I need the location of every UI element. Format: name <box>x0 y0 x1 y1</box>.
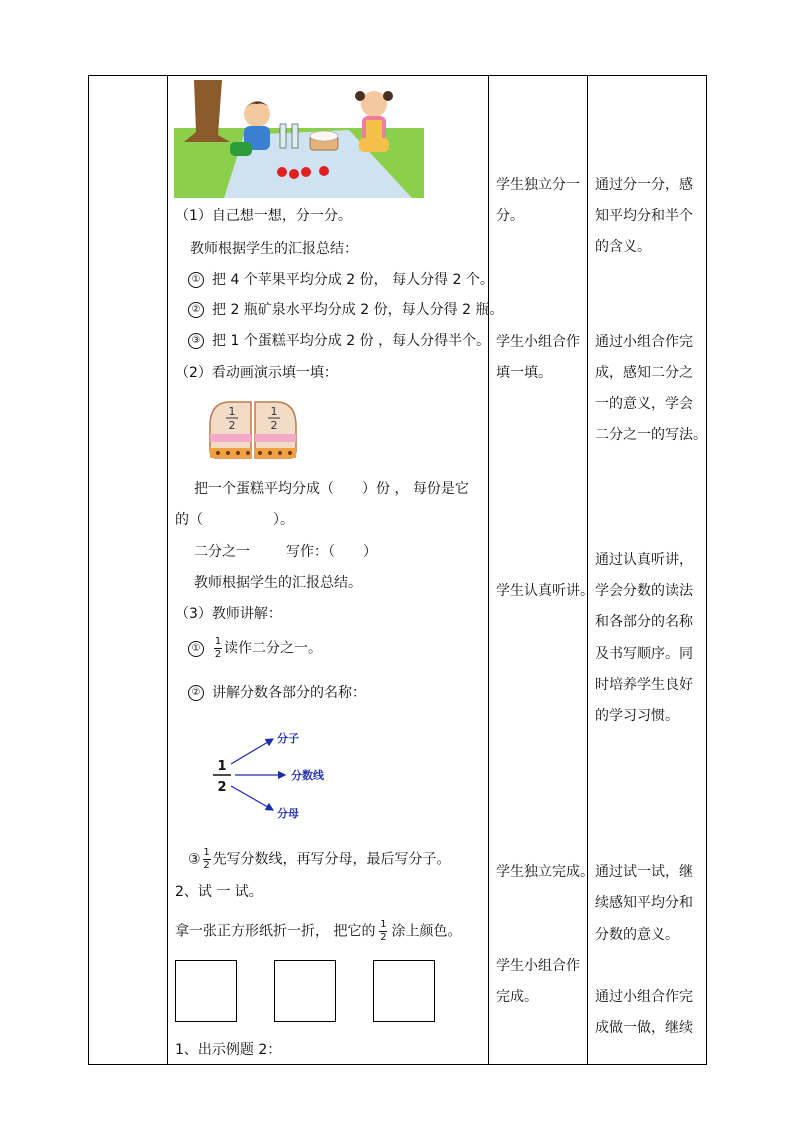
activity-1-line-1: 学生独立分一 <box>496 177 580 193</box>
intent-1-line-3: 的含义。 <box>595 239 651 255</box>
list-item-water <box>188 301 503 319</box>
paper-square-3 <box>373 960 435 1022</box>
try-instruction: 拿一张正方形纸折一折， 把它的 $\frac{1}{2}$ 涂上颜色。 <box>175 919 462 943</box>
intent-1-line-2: 知平均分和半个 <box>595 208 693 224</box>
intent-2-line-2: 成，感知二分之 <box>595 365 693 381</box>
cake-fraction-num-right: 1 <box>270 405 278 418</box>
intent-2-line-3: 一的意义，学会 <box>595 396 693 412</box>
intent-5-line-2: 成做一做，继续 <box>595 1020 693 1036</box>
number-marker: ③ <box>188 333 204 349</box>
example-2-heading: 1、出示例题 2： <box>175 1042 282 1058</box>
numerator-label: 分子 <box>277 732 299 745</box>
question-2: （2）看动画演示填一填： <box>175 365 338 381</box>
number-marker: ② <box>188 302 204 318</box>
list-item-text: 把 1 个蛋糕平均分成 2 份 ，每人分得半个。 <box>212 333 491 349</box>
paper-square-1 <box>175 960 237 1022</box>
denominator-label: 分母 <box>277 807 299 820</box>
explain-text: 读作二分之一。 <box>224 640 322 657</box>
fraction-line-label: 分数线 <box>291 769 324 782</box>
explain-text: 讲解分数各部分的名称： <box>212 685 366 701</box>
intent-3-line-3: 和各部分的名称 <box>595 614 693 630</box>
fraction-inline: $\frac{1}{2}$ <box>214 636 222 660</box>
list-item-cake <box>188 332 490 350</box>
list-item-apples <box>188 271 494 289</box>
intent-4-line-2: 续感知平均分和 <box>595 895 693 911</box>
teacher-summary-1: 教师根据学生的汇报总结： <box>190 241 358 257</box>
activity-3: 学生认真听讲。 <box>496 583 594 599</box>
cake-halves-illustration <box>206 396 300 466</box>
intent-3-line-4: 及书写顺序。同 <box>595 646 693 662</box>
activity-2-line-2: 填一填。 <box>496 365 552 381</box>
explain-item-3 <box>188 848 451 871</box>
number-marker: ③ <box>188 851 201 868</box>
activity-4: 学生独立完成。 <box>496 864 594 880</box>
number-marker: ② <box>188 685 204 701</box>
teacher-summary-2: 教师根据学生的汇报总结。 <box>194 575 362 591</box>
intent-3-line-1: 通过认真听讲， <box>595 552 693 568</box>
fraction-parts-diagram <box>205 726 355 826</box>
activity-5-line-2: 完成。 <box>496 989 538 1005</box>
paper-square-2 <box>274 960 336 1022</box>
fraction-inline: $\frac{1}{2}$ <box>203 847 210 871</box>
list-item-text: 把 2 瓶矿泉水平均分成 2 份，每人分得 2 瓶。 <box>212 302 504 318</box>
diagram-numerator: 1 <box>217 759 227 774</box>
fraction-inline: $\frac{1}{2}$ <box>380 919 387 943</box>
fill-blank-line-1: 把一个蛋糕平均分成（ ）份 ， 每份是它 <box>194 481 469 497</box>
explain-item-1 <box>188 637 322 660</box>
intent-3-line-2: 学会分数的读法 <box>595 583 693 599</box>
intent-3-line-5: 时培养学生良好 <box>595 677 693 693</box>
intent-5-line-1: 通过小组合作完 <box>595 989 693 1005</box>
section-try: 2、试 一 试。 <box>175 884 263 900</box>
question-3: （3）教师讲解： <box>175 606 282 622</box>
cake-fraction-den-left: 2 <box>228 419 236 432</box>
write-as-label: 写作：（ ） <box>286 544 377 560</box>
explain-text: 先写分数线，再写分母，最后写分子。 <box>212 851 451 868</box>
fill-blank-line-2: 的（ ）。 <box>175 512 294 528</box>
explain-item-2 <box>188 684 366 702</box>
intent-4-line-1: 通过试一试，继 <box>595 864 693 880</box>
intent-2-line-4: 二分之一的写法。 <box>595 427 707 443</box>
picnic-illustration <box>174 80 424 198</box>
number-marker: ① <box>188 272 204 288</box>
list-item-text: 把 4 个苹果平均分成 2 份， 每人分得 2 个。 <box>212 272 494 288</box>
activity-2-line-1: 学生小组合作 <box>496 334 580 350</box>
question-1: （1）自己想一想，分一分。 <box>175 208 352 224</box>
number-marker: ① <box>188 641 204 657</box>
cake-fraction-den-right: 2 <box>270 419 278 432</box>
read-as-label: 二分之一 <box>194 544 250 560</box>
intent-2-line-1: 通过小组合作完 <box>595 334 693 350</box>
activity-1-line-2: 分。 <box>496 208 524 224</box>
cake-fraction-num-left: 1 <box>228 405 236 418</box>
intent-3-line-6: 的学习习惯。 <box>595 708 679 724</box>
diagram-denominator: 2 <box>217 780 227 795</box>
intent-4-line-3: 分数的意义。 <box>595 927 679 943</box>
intent-1-line-1: 通过分一分，感 <box>595 177 693 193</box>
activity-5-line-1: 学生小组合作 <box>496 958 580 974</box>
